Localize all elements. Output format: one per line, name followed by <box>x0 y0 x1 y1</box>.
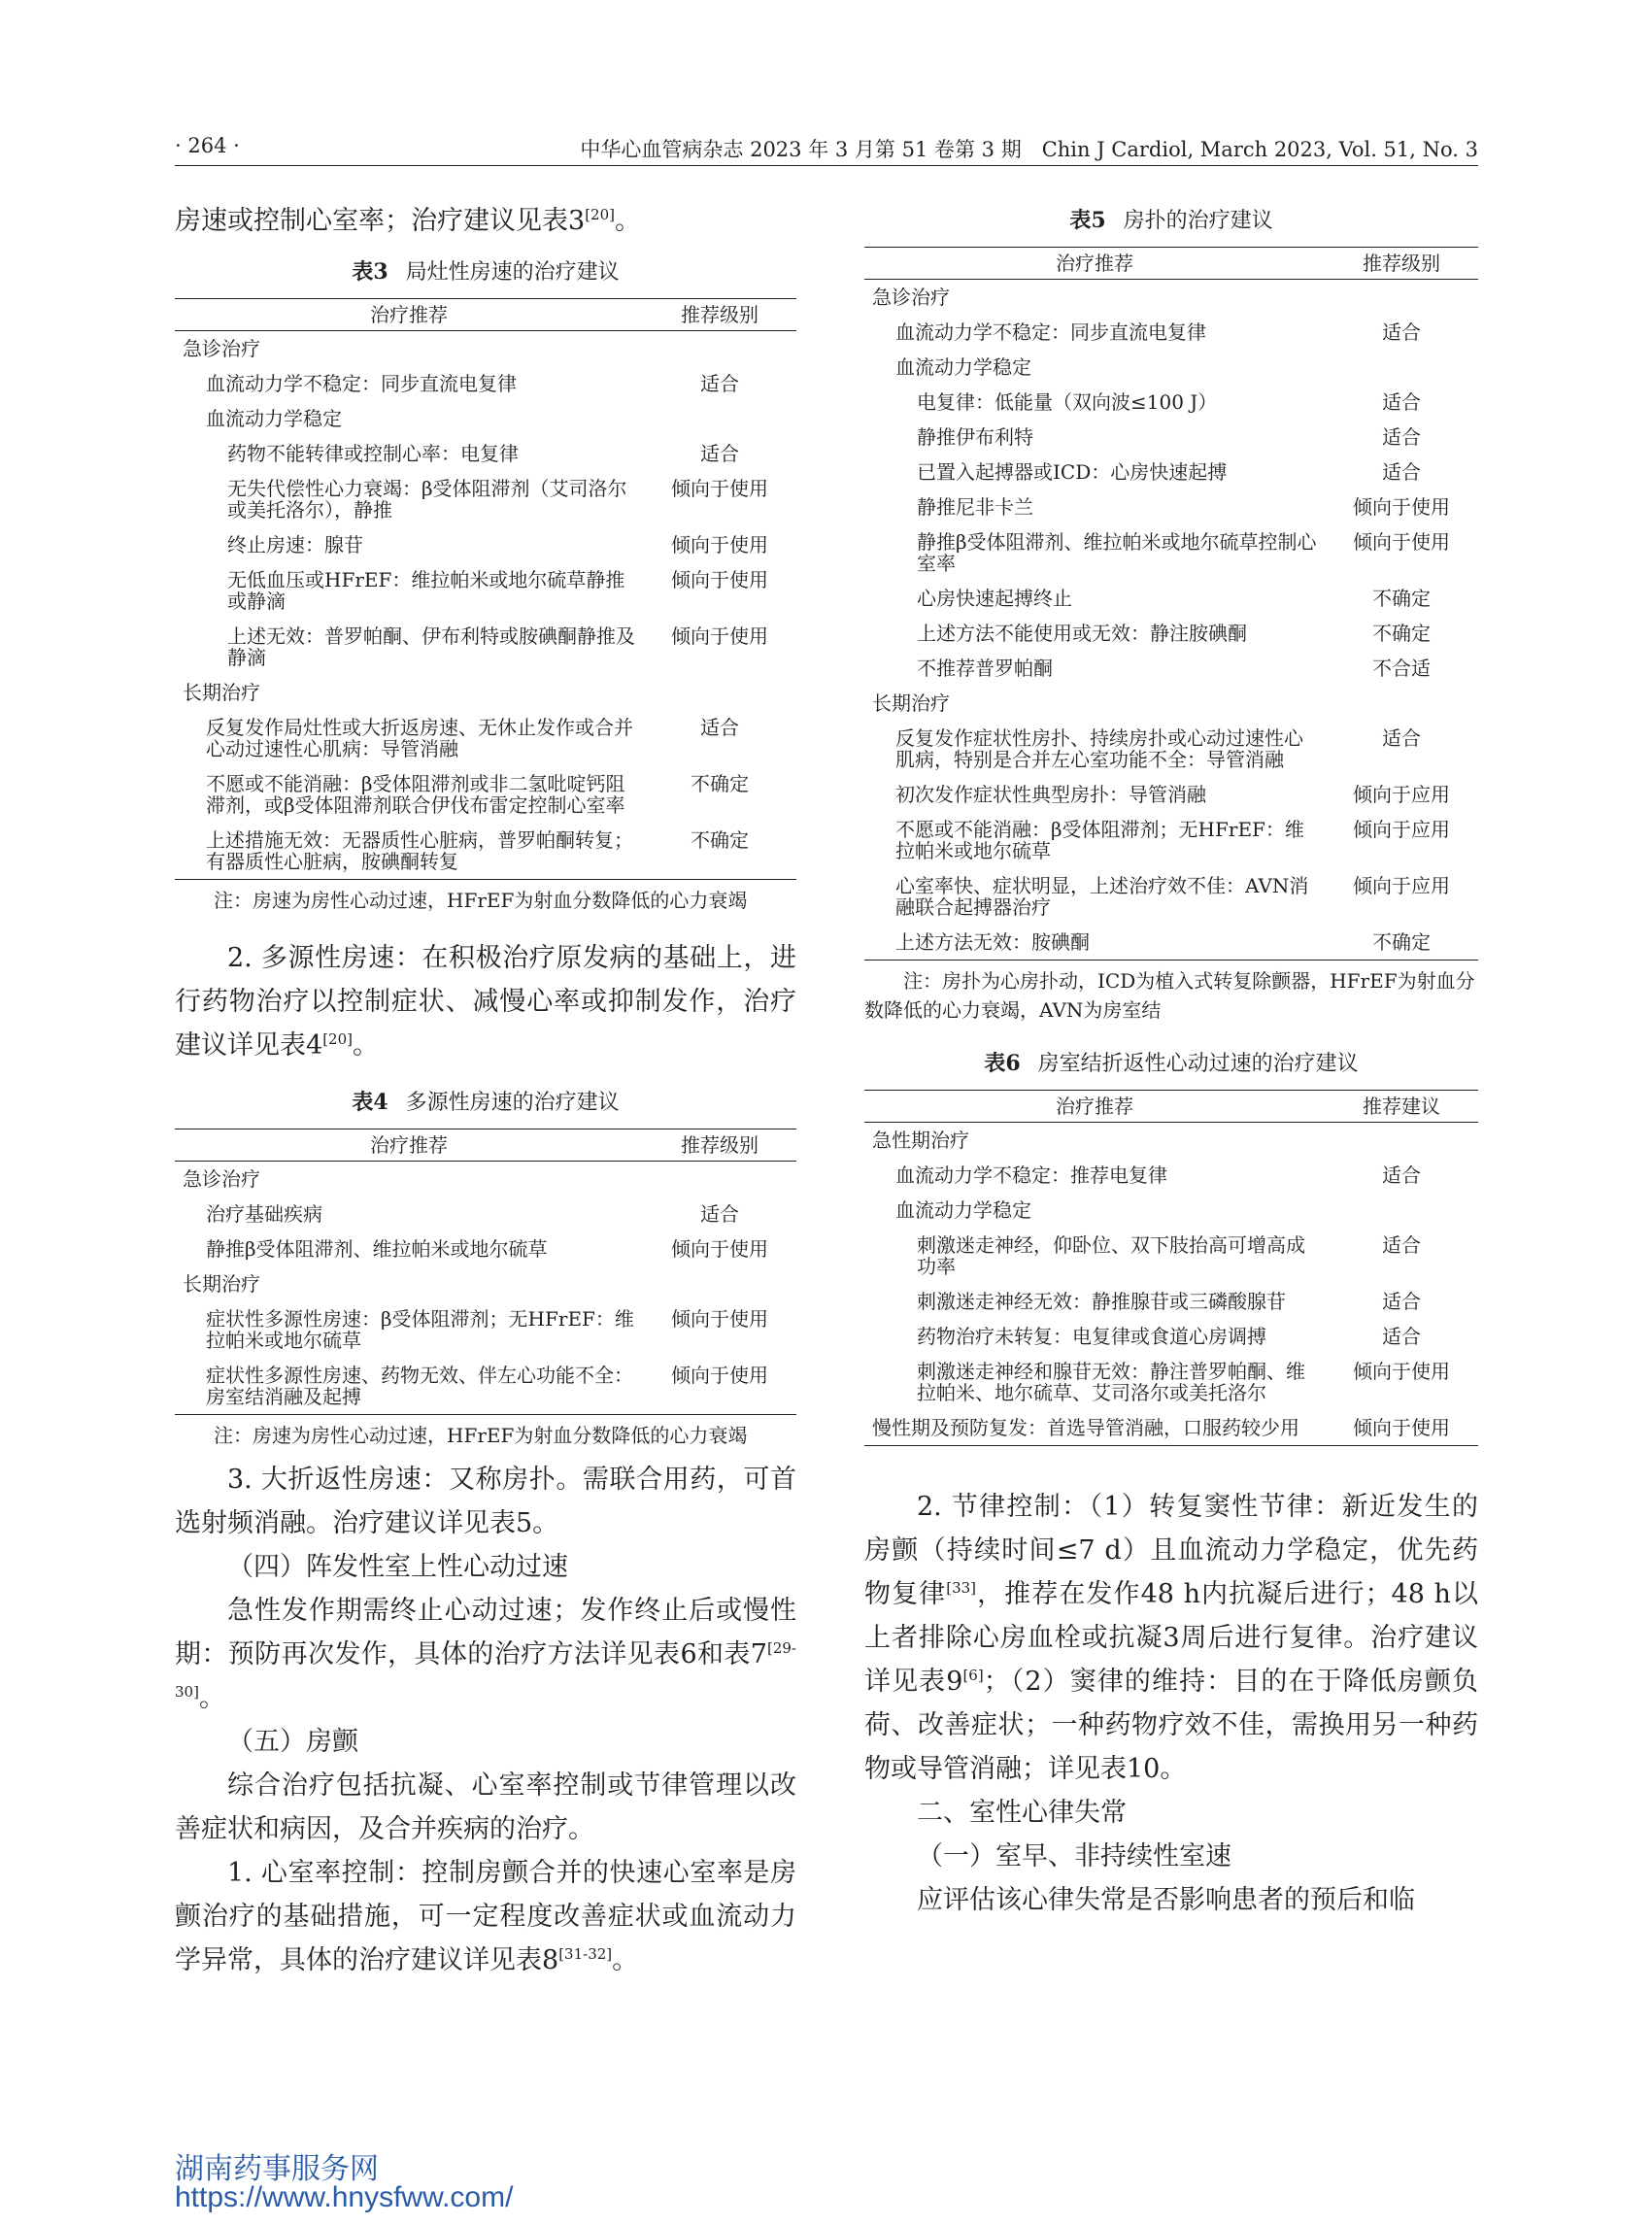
col-header: 推荐级别 <box>643 1129 796 1162</box>
grade-cell: 适合 <box>1382 1290 1421 1313</box>
table-row <box>864 868 1478 925</box>
treatment-cell: 反复发作局灶性或大折返房速、无休止发作或合并心动过速性心肌病：导管消融 <box>206 716 633 760</box>
table-row <box>864 1319 1478 1354</box>
paragraph: 1. 心室率控制：控制房颤合并的快速心室率是房颤治疗的基础措施，可一定程度改善症状或血流动力学异常，具体的治疗建议详见表8[31-32]。 <box>175 1858 796 1975</box>
grade-cell: 适合 <box>700 372 739 395</box>
paragraph: 3. 大折返性房速：又称房扑。需联合用药，可首选射频消融。治疗建议详见表5。 <box>175 1465 796 1538</box>
table-row <box>175 1197 796 1231</box>
grade-cell: 倾向于使用 <box>1325 1410 1478 1446</box>
section-heading: （四）阵发性室上性心动过速 <box>227 1552 568 1582</box>
paragraph: 房速或控制心室率；治疗建议见表3[20]。 <box>175 206 641 236</box>
grade-cell: 倾向于使用 <box>671 1307 768 1331</box>
treatment-cell: 症状性多源性房速：β受体阻滞剂；无HFrEF：维拉帕米或地尔硫草 <box>206 1307 634 1352</box>
treatment-cell: 不愿或不能消融：β受体阻滞剂；无HFrEF：维拉帕米或地尔硫草 <box>895 818 1304 862</box>
col-header: 治疗推荐 <box>864 1091 1325 1123</box>
treatment-cell: 电复律：低能量（双向波≤100 J） <box>917 390 1218 414</box>
table-body <box>864 280 1478 961</box>
grade-cell: 适合 <box>1382 320 1421 344</box>
grade-cell: 倾向于应用 <box>1353 783 1450 806</box>
grade-cell: 适合 <box>1382 1325 1421 1348</box>
table-5 <box>864 247 1478 961</box>
section-heading: （五）房颤 <box>227 1727 358 1757</box>
table-row <box>175 366 796 401</box>
grade-cell: 不确定 <box>1325 925 1478 961</box>
table-row <box>864 350 1478 385</box>
table-row <box>175 1358 796 1415</box>
grade-cell: 倾向于使用 <box>671 568 768 591</box>
table-row <box>864 385 1478 420</box>
grade-cell <box>1325 686 1478 721</box>
paragraph: 应评估该心律失常是否影响患者的预后和临 <box>917 1885 1415 1915</box>
table-row <box>864 489 1478 524</box>
section-heading: 二、室性心律失常 <box>917 1798 1127 1828</box>
grade-cell: 适合 <box>1382 425 1421 449</box>
treatment-cell: 无失代偿性心力衰竭：β受体阻滞剂（艾司洛尔或美托洛尔），静推 <box>227 477 627 522</box>
grade-cell: 倾向于应用 <box>1353 874 1450 897</box>
treatment-cell: 血流动力学稳定 <box>206 407 342 430</box>
treatment-cell: 长期治疗 <box>872 691 950 715</box>
left-column <box>175 199 796 1982</box>
grade-cell: 不确定 <box>691 772 749 795</box>
treatment-cell: 急性期治疗 <box>872 1129 969 1152</box>
grade-cell: 适合 <box>1382 390 1421 414</box>
grade-cell: 倾向于使用 <box>643 1358 796 1415</box>
watermark-site-name: 湖南药事服务网 <box>175 2153 379 2185</box>
grade-cell: 倾向于使用 <box>671 624 768 648</box>
col-header: 治疗推荐 <box>864 248 1325 280</box>
table-body <box>864 1123 1478 1446</box>
table-note: 注：房速为房性心动过速，HFrEF为射血分数降低的心力衰竭 <box>214 1424 748 1447</box>
treatment-cell: 不愿或不能消融：β受体阻滞剂或非二氢吡啶钙阻滞剂，或β受体阻滞剂联合伊伐布雷定控制心室率 <box>206 772 625 817</box>
journal-citation: 中华心血管病杂志 2023 年 3 月第 51 卷第 3 期 Chin J Cardiol, March 2023, Vol. 51, No. 3 <box>580 138 1478 161</box>
treatment-cell: 刺激迷走神经，仰卧位、双下肢抬高可增高成功率 <box>917 1233 1305 1278</box>
table-row <box>864 1228 1478 1284</box>
table-row <box>864 315 1478 350</box>
table-row <box>175 471 796 527</box>
treatment-cell: 上述无效：普罗帕酮、伊布利特或胺碘酮静推及静滴 <box>227 624 635 669</box>
grade-cell: 适合 <box>1382 1163 1421 1187</box>
grade-cell <box>643 1266 796 1301</box>
grade-cell: 不确定 <box>1372 587 1431 610</box>
table-row <box>175 1162 796 1197</box>
table-row <box>864 420 1478 455</box>
treatment-cell: 急诊治疗 <box>183 1167 260 1191</box>
table-row <box>864 1354 1478 1410</box>
table-caption: 表6 房室结折返性心动过速的治疗建议 <box>984 1051 1359 1076</box>
table-row <box>864 651 1478 686</box>
table-row <box>175 619 796 675</box>
grade-cell: 不确定 <box>643 823 796 880</box>
grade-cell: 适合 <box>700 1202 739 1226</box>
treatment-cell: 不推荐普罗帕酮 <box>917 657 1053 680</box>
table-row <box>864 616 1478 651</box>
grade-cell <box>1325 350 1478 385</box>
grade-cell: 倾向于使用 <box>671 1237 768 1261</box>
grade-cell: 适合 <box>700 716 739 739</box>
grade-cell <box>1325 1193 1478 1228</box>
col-header: 推荐级别 <box>1325 248 1478 280</box>
grade-cell: 适合 <box>1382 726 1421 750</box>
grade-cell: 倾向于应用 <box>1353 818 1450 841</box>
treatment-cell: 静推伊布利特 <box>917 425 1033 449</box>
grade-cell: 倾向于使用 <box>671 477 768 500</box>
table-row <box>175 1301 796 1358</box>
treatment-cell: 刺激迷走神经和腺苷无效：静注普罗帕酮、维拉帕米、地尔硫草、艾司洛尔或美托洛尔 <box>917 1360 1305 1404</box>
table-row <box>864 455 1478 489</box>
table-row <box>175 527 796 562</box>
grade-cell <box>1325 1123 1478 1159</box>
table-row <box>864 721 1478 777</box>
treatment-cell: 上述方法不能使用或无效：静注胺碘酮 <box>917 622 1247 645</box>
col-header: 推荐建议 <box>1325 1091 1478 1123</box>
grade-cell: 倾向于使用 <box>1353 495 1450 519</box>
table-row <box>175 1266 796 1301</box>
treatment-cell: 心房快速起搏终止 <box>917 587 1072 610</box>
treatment-cell: 终止房速：腺苷 <box>227 533 363 556</box>
table-body <box>175 331 796 880</box>
table-row <box>175 710 796 766</box>
running-header <box>175 134 1478 166</box>
treatment-cell: 血流动力学稳定 <box>895 1198 1031 1222</box>
treatment-cell: 静推β受体阻滞剂、维拉帕米或地尔硫草 <box>206 1237 548 1261</box>
table-row <box>864 777 1478 812</box>
table-row <box>175 766 796 823</box>
table-row <box>175 675 796 710</box>
col-header: 推荐级别 <box>643 299 796 331</box>
grade-cell: 不确定 <box>1372 622 1431 645</box>
paragraph: 急性发作期需终止心动过速；发作终止后或慢性期：预防再次发作，具体的治疗方法详见表6和表7[29-30]。 <box>175 1596 796 1713</box>
treatment-cell: 慢性期及预防复发：首选导管消融，口服药较少用 <box>864 1410 1325 1446</box>
table-row <box>175 1231 796 1266</box>
table-row <box>175 562 796 619</box>
table-4 <box>175 1129 796 1415</box>
table-caption: 表4 多源性房速的治疗建议 <box>352 1090 620 1115</box>
treatment-cell: 血流动力学不稳定：推荐电复律 <box>895 1163 1167 1187</box>
treatment-cell: 静推尼非卡兰 <box>917 495 1033 519</box>
treatment-cell: 心室率快、症状明显，上述治疗效不佳：AVN消融联合起搏器治疗 <box>895 874 1309 919</box>
grade-cell <box>643 401 796 436</box>
table-body <box>175 1162 796 1415</box>
section-heading: （一）室早、非持续性室速 <box>917 1841 1231 1871</box>
table-row <box>864 524 1478 581</box>
table-row <box>175 436 796 471</box>
table-row <box>864 1193 1478 1228</box>
treatment-cell: 长期治疗 <box>183 1272 260 1296</box>
treatment-cell: 血流动力学不稳定：同步直流电复律 <box>206 372 517 395</box>
table-note: 注：房速为房性心动过速，HFrEF为射血分数降低的心力衰竭 <box>214 889 748 912</box>
treatment-cell: 药物不能转律或控制心率：电复律 <box>227 442 519 465</box>
treatment-cell: 静推β受体阻滞剂、维拉帕米或地尔硫草控制心室率 <box>917 530 1317 575</box>
col-header: 治疗推荐 <box>175 1129 643 1162</box>
paragraph: 2. 节律控制：（1）转复窦性节律：新近发生的房颤（持续时间≤7 d）且血流动力学稳定，优先药物复律[33]，推荐在发作48 h内抗凝后进行；48 h以上者排除心房血栓或抗凝3周后进行复律。治疗建议详见表9[6]；（2）窦律的维持：目的在于降低房颤负荷、改善症状；一种药物疗效不佳，需换用另一种药物或导管消融；详见表10。 <box>864 1492 1479 1784</box>
grade-cell: 倾向于使用 <box>671 533 768 556</box>
table-caption: 表3 局灶性房速的治疗建议 <box>352 259 620 285</box>
table-row <box>175 823 796 880</box>
treatment-cell: 上述方法无效：胺碘酮 <box>864 925 1325 961</box>
watermark-url[interactable]: https://www.hnysfww.com/ <box>175 2181 514 2213</box>
table-row <box>864 1410 1478 1446</box>
grade-cell: 倾向于使用 <box>1353 1360 1450 1383</box>
treatment-cell: 上述措施无效：无器质性心脏病，普罗帕酮转复；有器质性心脏病，胺碘酮转复 <box>175 823 643 880</box>
table-row <box>864 925 1478 961</box>
grade-cell: 适合 <box>1382 1233 1421 1257</box>
table-row <box>864 1284 1478 1319</box>
grade-cell: 适合 <box>1382 460 1421 484</box>
table-row <box>864 280 1478 316</box>
table-note: 注：房扑为心房扑动，ICD为植入式转复除颤器，HFrEF为射血分数降低的心力衰竭，AVN为房室结 <box>864 969 1475 1022</box>
treatment-cell: 血流动力学稳定 <box>895 355 1031 379</box>
grade-cell <box>643 331 796 367</box>
table-row <box>864 686 1478 721</box>
table-row <box>175 331 796 367</box>
paragraph: 综合治疗包括抗凝、心室率控制或节律管理以改善症状和病因，及合并疾病的治疗。 <box>175 1770 796 1844</box>
grade-cell <box>643 1162 796 1197</box>
table-row <box>864 812 1478 868</box>
table-row <box>864 581 1478 616</box>
grade-cell <box>1325 280 1478 316</box>
table-row <box>864 1123 1478 1159</box>
right-column <box>864 199 1478 1922</box>
table-6 <box>864 1090 1478 1446</box>
treatment-cell: 反复发作症状性房扑、持续房扑或心动过速性心肌病，特别是合并左心室功能不全：导管消融 <box>895 726 1303 771</box>
table-3 <box>175 298 796 880</box>
grade-cell: 倾向于使用 <box>1353 530 1450 554</box>
treatment-cell: 血流动力学不稳定：同步直流电复律 <box>895 320 1206 344</box>
page-number: · 264 · <box>175 134 240 157</box>
grade-cell: 适合 <box>700 442 739 465</box>
treatment-cell: 无低血压或HFrEF：维拉帕米或地尔硫草静推或静滴 <box>227 568 625 613</box>
paragraph: 2. 多源性房速：在积极治疗原发病的基础上，进行药物治疗以控制症状、减慢心率或抑制发作，治疗建议详见表4[20]。 <box>175 943 796 1061</box>
table-row <box>864 1158 1478 1193</box>
treatment-cell: 初次发作症状性典型房扑：导管消融 <box>895 783 1206 806</box>
grade-cell: 不合适 <box>1372 657 1431 680</box>
treatment-cell: 急诊治疗 <box>183 337 260 360</box>
treatment-cell: 治疗基础疾病 <box>206 1202 322 1226</box>
grade-cell <box>643 675 796 710</box>
table-row <box>175 401 796 436</box>
treatment-cell: 急诊治疗 <box>872 286 950 309</box>
col-header: 治疗推荐 <box>175 299 643 331</box>
treatment-cell: 已置入起搏器或ICD：心房快速起搏 <box>917 460 1228 484</box>
treatment-cell: 刺激迷走神经无效：静推腺苷或三磷酸腺苷 <box>917 1290 1286 1313</box>
treatment-cell: 长期治疗 <box>183 681 260 704</box>
treatment-cell: 症状性多源性房速、药物无效、伴左心功能不全：房室结消融及起搏 <box>175 1358 643 1415</box>
table-caption: 表5 房扑的治疗建议 <box>1069 208 1273 233</box>
treatment-cell: 药物治疗未转复：电复律或食道心房调搏 <box>917 1325 1266 1348</box>
